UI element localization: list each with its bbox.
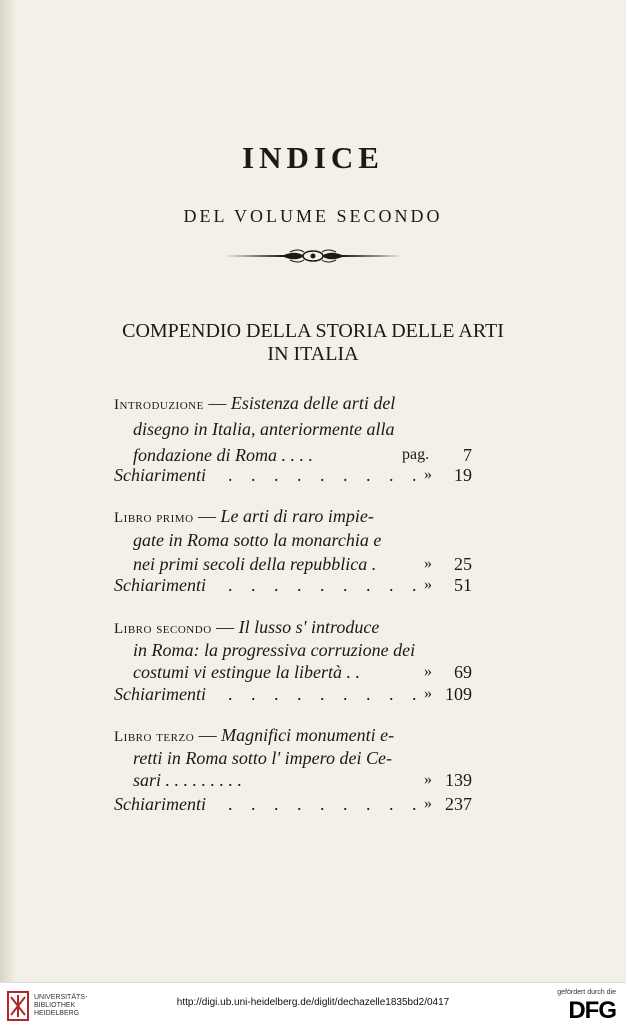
section-label: Libro terzo	[114, 729, 195, 745]
dash: —	[198, 506, 217, 526]
entry-text: sari . . . . . . . . .	[133, 770, 243, 790]
compendium-heading-line-2: IN ITALIA	[267, 343, 359, 365]
page-number: 237	[445, 794, 472, 814]
page-marker: »	[424, 663, 432, 680]
digitization-footer	[0, 982, 626, 1029]
page-marker: »	[424, 795, 432, 812]
toc-entry-libro-primo	[114, 503, 374, 529]
entry-text: Esistenza delle arti del	[230, 393, 396, 413]
toc-entry-introduzione	[114, 390, 395, 416]
page-number: 69	[454, 662, 472, 682]
page-marker: »	[424, 576, 432, 593]
section-label: Introduzione	[114, 397, 204, 413]
page-number: 51	[454, 575, 472, 595]
page-marker: »	[424, 685, 432, 702]
leader-dots: . . . . . . . . .	[228, 575, 424, 595]
page-number: 7	[463, 445, 472, 465]
compendium-heading-line-1: COMPENDIO DELLA STORIA DELLE ARTI	[122, 320, 504, 342]
page-marker: »	[424, 771, 432, 788]
funded-by-label: gefördert durch die	[557, 989, 616, 996]
ornament-divider-icon	[224, 246, 402, 266]
page-marker: pag.	[402, 446, 430, 463]
leader-dots: . . . . . . . . .	[228, 465, 424, 485]
entry-text: gate in Roma sotto la monarchia e	[133, 530, 382, 550]
page-marker: »	[424, 555, 432, 572]
index-title: INDICE	[242, 140, 384, 175]
page-number: 139	[445, 770, 472, 790]
leader-dots: . . . . . . . . .	[228, 684, 424, 704]
entry-text: costumi vi estingue la libertà . .	[133, 662, 360, 682]
dash: —	[198, 725, 217, 745]
entry-text: Magnifici monumenti e-	[221, 725, 395, 745]
page-marker: »	[424, 466, 432, 483]
dfg-logo: DFG	[568, 997, 616, 1024]
dash: —	[216, 617, 235, 637]
entry-text: fondazione di Roma . . . .	[133, 445, 313, 465]
leader-dots: . . . . . . . . .	[228, 794, 424, 814]
library-name: UNIVERSITÄTS- BIBLIOTHEK HEIDELBERG	[34, 994, 88, 1017]
page-number: 109	[445, 684, 472, 704]
page-number: 25	[454, 554, 472, 574]
entry-text: in Roma: la progressiva corruzione dei	[133, 640, 416, 660]
page-number: 19	[454, 465, 472, 485]
entry-text: retti in Roma sotto l' impero dei Ce-	[133, 748, 392, 768]
dash: —	[208, 393, 227, 413]
schiarimenti-label: Schiarimenti	[114, 575, 206, 595]
source-url-link[interactable]: http://digi.ub.uni-heidelberg.de/diglit/dechazelle1835bd2/0417	[176, 997, 450, 1008]
schiarimenti-label: Schiarimenti	[114, 684, 206, 704]
volume-subtitle: DEL VOLUME SECONDO	[183, 206, 443, 226]
schiarimenti-label: Schiarimenti	[114, 794, 206, 814]
entry-text: disegno in Italia, anteriormente alla	[133, 419, 395, 439]
entry-text: Le arti di raro impie-	[220, 506, 374, 526]
section-label: Libro secondo	[114, 621, 212, 637]
entry-text: Il lusso s' introduce	[238, 617, 380, 637]
section-label: Libro primo	[114, 510, 194, 526]
entry-text: nei primi secoli della repubblica .	[133, 554, 377, 574]
schiarimenti-label: Schiarimenti	[114, 465, 206, 485]
